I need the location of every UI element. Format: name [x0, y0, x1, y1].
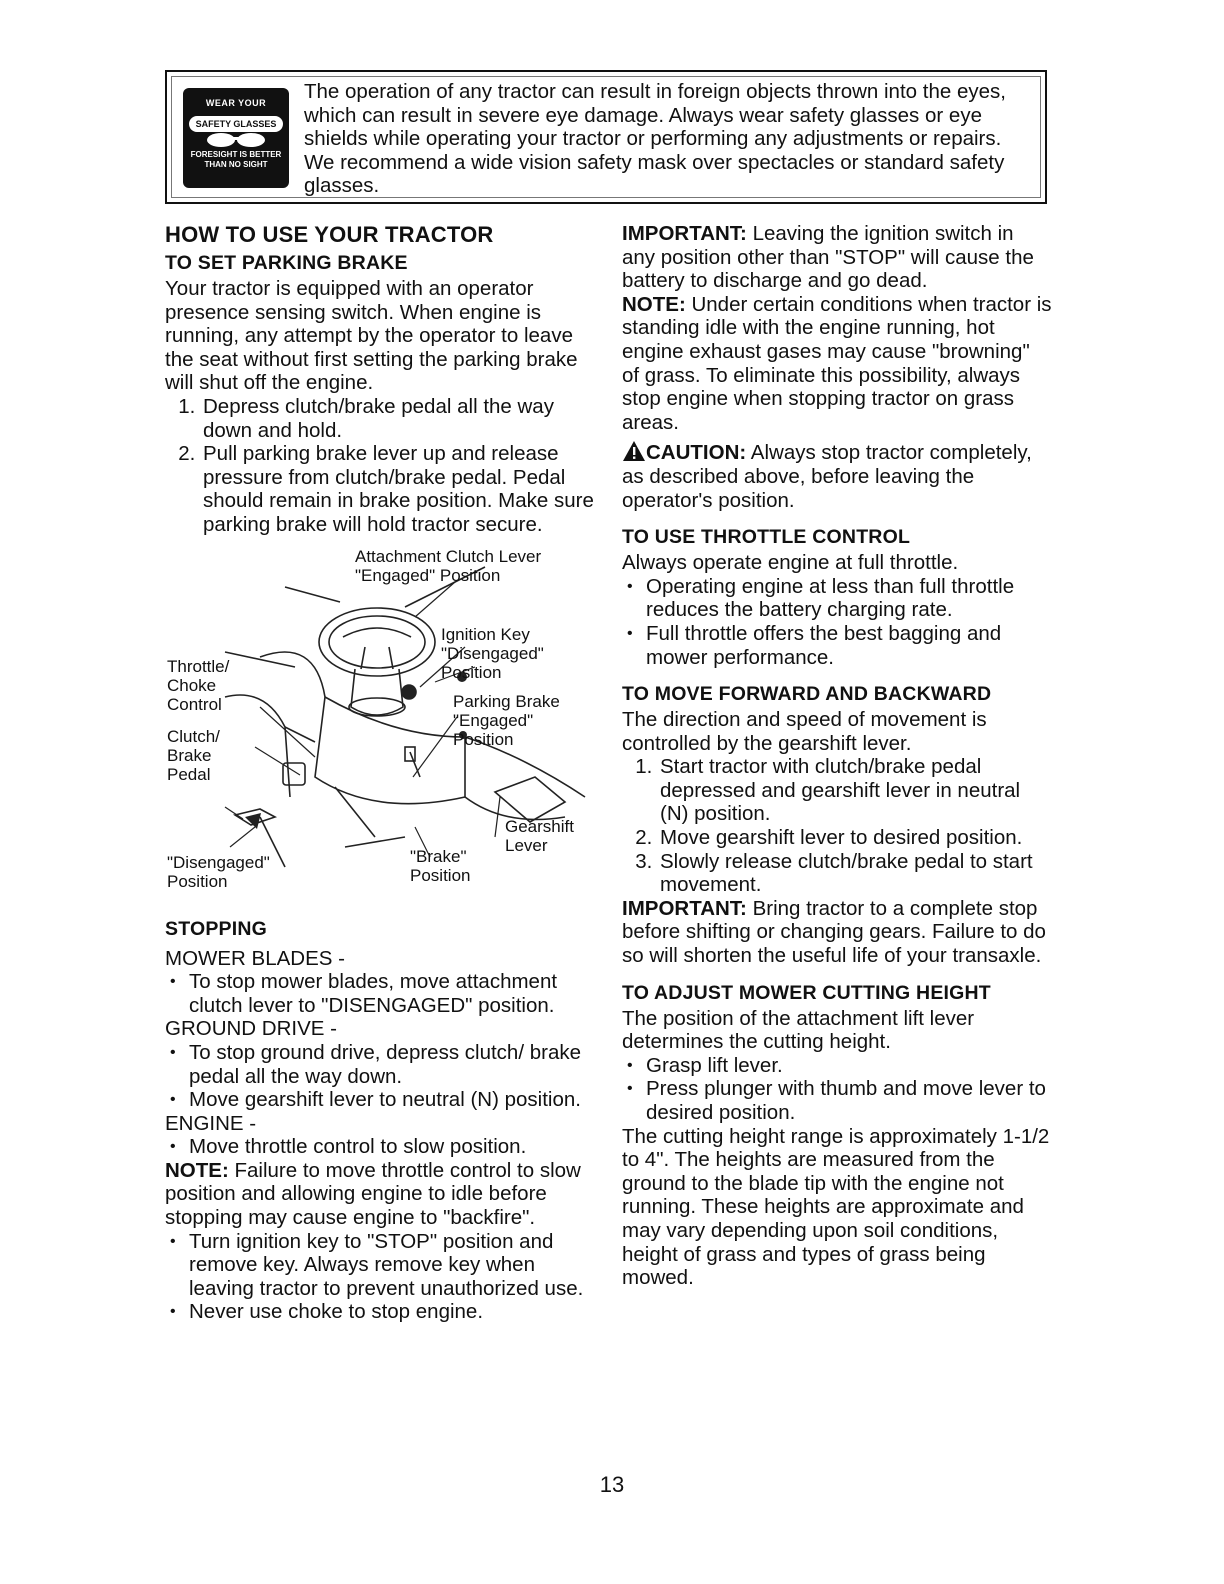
- parking-brake-label: Parking Brake "Engaged" Position: [453, 691, 560, 749]
- list-item: 3. Slowly release clutch/brake pedal to start movement.: [658, 850, 1052, 897]
- cutting-height-heading: TO ADJUST MOWER CUTTING HEIGHT: [622, 981, 991, 1004]
- note-text: Under certain conditions when tractor is standing idle with the engine running, hot engine exhaust gases may cause "browning" of grass. To eliminate this possibility, always stop engine when stopping tractor on grass areas.: [622, 292, 1052, 434]
- banner-text: The operation of any tractor can result in foreign objects thrown into the eyes, which can result in severe eye damage. Always wear safety glasses or eye shields while operating your tractor or performing any adjustments or repairs. We recommend a wide vision safety mask over spectacles or standard safety glasses.: [304, 80, 1006, 197]
- badge-line-2: SAFETY GLASSES: [189, 116, 283, 132]
- forward-backward-heading: TO MOVE FORWARD AND BACKWARD: [622, 683, 992, 706]
- stopping-note: [165, 1159, 595, 1230]
- final-stopping-list: [165, 1230, 595, 1324]
- ground-drive-label: GROUND DRIVE -: [165, 1017, 337, 1041]
- list-item: • Turn ignition key to "STOP" position and remove key. Always remove key when leaving tractor to prevent unauthorized use.: [189, 1230, 595, 1301]
- forward-backward-intro: The direction and speed of movement is controlled by the gearshift lever.: [622, 708, 987, 755]
- engine-list: [165, 1135, 595, 1159]
- list-item: • Grasp lift lever.: [646, 1054, 1052, 1078]
- forward-backward-steps: [622, 755, 1052, 897]
- left-column: [165, 222, 595, 1324]
- engine-label: ENGINE -: [165, 1111, 257, 1135]
- disengaged-position-label: "Disengaged" Position: [167, 852, 270, 891]
- ignition-key-label: Ignition Key "Disengaged" Position: [441, 624, 544, 682]
- note-label: NOTE:: [165, 1158, 229, 1182]
- list-item: 2. Move gearshift lever to desired position.: [658, 826, 1052, 850]
- safety-banner: [165, 70, 1047, 204]
- cutting-height-list: [622, 1054, 1052, 1125]
- list-item: • To stop mower blades, move attachment clutch lever to "DISENGAGED" position.: [189, 970, 595, 1017]
- cutting-height-intro: The position of the attachment lift lever determines the cutting height.: [622, 1006, 975, 1054]
- caution-text: Always stop tractor completely, as described above, before leaving the operator's position.: [622, 441, 1032, 512]
- important-label: IMPORTANT:: [622, 222, 747, 245]
- list-item: • Never use choke to stop engine.: [189, 1300, 595, 1324]
- clutch-brake-pedal-label: Clutch/ Brake Pedal: [167, 726, 220, 784]
- ground-drive-list: [165, 1041, 595, 1112]
- brake-position-label: "Brake" Position: [410, 846, 471, 885]
- safety-glasses-icon: [183, 88, 289, 188]
- cutting-height-outro: The cutting height range is approximately 1-1/2 to 4". The heights are measured from the ground to the blade tip with the engine not running. These heights are approximate and may vary depending upon soil conditions, height of grass and types of grass being mowed.: [622, 1124, 1050, 1290]
- note-label: NOTE:: [622, 292, 686, 316]
- badge-line-1: WEAR YOUR: [205, 98, 267, 108]
- important-text: Leaving the ignition switch in any position other than "STOP" will cause the battery to discharge and go dead.: [622, 222, 1034, 293]
- exhaust-note: [622, 293, 1052, 435]
- list-item: • Operating engine at less than full throttle reduces the battery charging rate.: [646, 575, 1052, 622]
- parking-brake-heading: TO SET PARKING BRAKE: [165, 252, 408, 274]
- throttle-intro: Always operate engine at full throttle.: [622, 551, 959, 575]
- tractor-controls-diagram: [165, 547, 595, 912]
- parking-brake-steps: [165, 395, 595, 537]
- gearshift-lever-label: Gearshift Lever: [505, 816, 574, 855]
- stopping-heading: STOPPING: [165, 917, 268, 940]
- list-item: • Full throttle offers the best bagging and mower performance.: [646, 622, 1052, 669]
- important-gears: [622, 897, 1052, 968]
- right-column: [622, 222, 1052, 1290]
- important-ignition: [622, 222, 1052, 293]
- throttle-heading: TO USE THROTTLE CONTROL: [622, 526, 911, 549]
- glasses-icon: [183, 132, 289, 152]
- main-heading: HOW TO USE YOUR TRACTOR: [165, 222, 494, 247]
- list-item: • Move throttle control to slow position.: [189, 1135, 595, 1159]
- caution-paragraph: [622, 440, 1052, 512]
- mower-blades-list: [165, 970, 595, 1017]
- list-item: • To stop ground drive, depress clutch/ brake pedal all the way down.: [189, 1041, 595, 1088]
- list-item: • Move gearshift lever to neutral (N) position.: [189, 1088, 595, 1112]
- badge-line-3: FORESIGHT IS BETTER THAN NO SIGHT: [190, 150, 282, 169]
- page-number: 13: [599, 1472, 625, 1497]
- throttle-list: [622, 575, 1052, 669]
- note-text: Failure to move throttle control to slow position and allowing engine to idle before stopping may cause engine to "backfire".: [165, 1158, 581, 1230]
- list-item: • Press plunger with thumb and move lever to desired position.: [646, 1077, 1052, 1124]
- caution-label: CAUTION:: [646, 441, 747, 465]
- attachment-clutch-label: Attachment Clutch Lever "Engaged" Position: [355, 546, 542, 585]
- list-item: 1. Depress clutch/brake pedal all the way down and hold.: [201, 395, 595, 442]
- caution-icon: [622, 440, 646, 462]
- mower-blades-label: MOWER BLADES -: [165, 946, 345, 970]
- list-item: 1. Start tractor with clutch/brake pedal depressed and gearshift lever in neutral (N) position.: [658, 755, 1052, 826]
- important-text: Bring tractor to a complete stop before shifting or changing gears. Failure to do so will shorten the useful life of your transaxle.: [622, 896, 1046, 968]
- parking-brake-intro: Your tractor is equipped with an operator presence sensing switch. When engine is running, any attempt by the operator to leave the seat without first setting the parking brake will shut off the engine.: [165, 277, 578, 395]
- important-label: IMPORTANT:: [622, 896, 747, 920]
- throttle-choke-label: Throttle/ Choke Control: [167, 656, 230, 714]
- list-item: 2. Pull parking brake lever up and release pressure from clutch/brake pedal. Pedal should remain in brake position. Make sure parking brake will hold tractor secure.: [201, 442, 595, 536]
